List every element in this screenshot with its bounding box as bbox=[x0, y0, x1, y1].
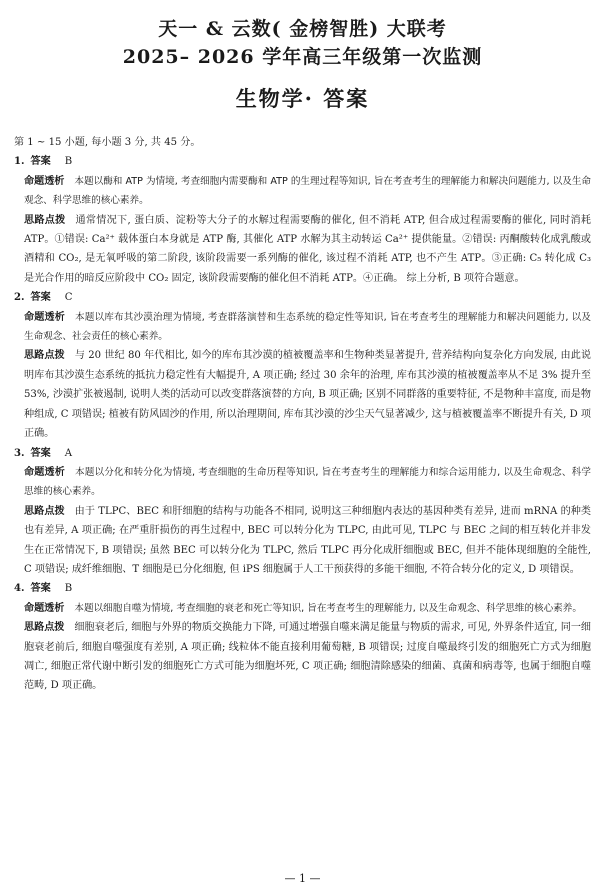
analysis-paragraph bbox=[24, 308, 591, 347]
analysis-label: 命题透析 bbox=[24, 466, 66, 478]
question-header bbox=[14, 444, 591, 463]
hint-paragraph bbox=[24, 618, 591, 696]
hint-text: 细胞衰老后, 细胞与外界的物质交换能力下降, 可通过增强自噬来满足能量与物质的需求, 可见, 外界条件适宜, 同一细胞衰老前后, 细胞自噬强度有差别, A 项正确; 线粒体不能直接利用葡萄糖, B 项错误; 过度自噬最终引发的细胞死亡方式为细胞凋亡, 细胞正常代谢中断引发的细胞死亡方式可能为细胞坏死, C 项正确; 细胞清除感染的细菌、真菌和病毒等, 也属于细胞自噬范畴, D 项正确。 bbox=[24, 622, 592, 692]
section-intro: 第 1 ~ 15 小题, 每小题 3 分, 共 45 分。 bbox=[14, 137, 201, 148]
exam-union-title: 天一 & 云数( 金榜智胜) 大联考 bbox=[158, 18, 447, 40]
hint-label: 思路点拨 bbox=[24, 505, 65, 517]
subject-title: 生物学· 答案 bbox=[235, 86, 370, 111]
hint-label: 思路点拨 bbox=[24, 214, 66, 226]
analysis-paragraph bbox=[24, 172, 591, 211]
analysis-label: 命题透析 bbox=[24, 311, 66, 323]
answer-value: B bbox=[64, 156, 73, 168]
analysis-paragraph bbox=[24, 463, 591, 502]
analysis-label: 命题透析 bbox=[24, 175, 65, 187]
question-header bbox=[14, 152, 591, 171]
analysis-text: 本题以分化和转分化为情境, 考查细胞的生命历程等知识, 旨在考查考生的理解能力和综合运用能力, 以及生命观念、科学思维的核心素养。 bbox=[24, 466, 592, 498]
answer-value: B bbox=[64, 583, 73, 595]
answer-body bbox=[14, 133, 591, 696]
analysis-text: 本题以细胞自噬为情境, 考查细胞的衰老和死亡等知识, 旨在考查考生的理解能力, 以及生命观念、科学思维的核心素养。 bbox=[74, 602, 582, 614]
question-number: 3. bbox=[14, 447, 25, 459]
hint-text: 通常情况下, 蛋白质、淀粉等大分子的水解过程需要酶的催化, 但不消耗 ATP, 但合成过程需要酶的催化, 同时消耗 ATP。①错误: Ca²⁺ 载体蛋白本身就是 ATP 酶, 其催化 ATP 水解为其主动转运 Ca²⁺ 提供能量。②错误: 丙酮酸转化成乳酸或酒精和 CO₂, 是无氧呼吸的第二阶段, 该阶段需要一系列酶的催化, 该过程不消耗 ATP, 也不产生 ATP。③正确: C₅ 转化成 C₃ 是光合作用的暗反应阶段中 CO₂ 固定, 该阶段需要酶的催化但不消耗 ATP。④正确。 综上分析, B 项符合题意。 bbox=[24, 214, 591, 284]
question-2 bbox=[14, 288, 591, 443]
hint-paragraph bbox=[24, 346, 591, 443]
question-1 bbox=[14, 152, 591, 288]
hint-label: 思路点拨 bbox=[24, 622, 65, 634]
answer-label: 答案 bbox=[30, 447, 51, 459]
answer-value: C bbox=[64, 292, 73, 304]
question-header bbox=[14, 579, 591, 598]
answer-label: 答案 bbox=[30, 292, 51, 304]
analysis-text: 本题以库布其沙漠治理为情境, 考查群落演替和生态系统的稳定性等知识, 旨在考查考生的理解能力和解决问题能力, 以及生命观念、社会责任的核心素养。 bbox=[24, 311, 592, 343]
page-number: — 1 — bbox=[284, 872, 321, 885]
analysis-paragraph bbox=[24, 599, 591, 618]
answer-label: 答案 bbox=[30, 156, 51, 168]
hint-label: 思路点拨 bbox=[24, 350, 65, 362]
answer-value: A bbox=[64, 447, 73, 459]
exam-session-title: 2025– 2026 学年高三年级第一次监测 bbox=[122, 46, 483, 68]
hint-paragraph bbox=[24, 502, 591, 580]
answer-label: 答案 bbox=[30, 583, 51, 595]
question-header bbox=[14, 288, 591, 307]
hint-text: 由于 TLPC、BEC 和肝细胞的结构与功能各不相同, 说明这三种细胞内表达的基因种类有差异, 进而 mRNA 的种类也有差异, A 项正确; 在严重肝损伤的再生过程中, BEC 可以转分化为 TLPC, 由此可见, TLPC 与 BEC 之间的相互转化并非发生在正常情况下, B 项错误; 虽然 BEC 可以转分化为 TLPC, 然后 TLPC 再分化成肝细胞或 BEC, 但并不能体现细胞的全能性, C 项错误; 成纤维细胞、T 细胞是已分化细胞, 但 iPS 细胞属于人工干预获得的多能干细胞, 不符合转分化的定义, D 项错误。 bbox=[24, 505, 592, 575]
question-number: 4. bbox=[14, 583, 25, 595]
analysis-label: 命题透析 bbox=[24, 602, 65, 614]
question-number: 1. bbox=[14, 156, 25, 168]
analysis-text: 本题以酶和 ATP 为情境, 考查细胞内需要酶和 ATP 的生理过程等知识, 旨在考查考生的理解能力和解决问题能力, 以及生命观念、科学思维的核心素养。 bbox=[24, 175, 592, 207]
question-3 bbox=[14, 444, 591, 580]
hint-text: 与 20 世纪 80 年代相比, 如今的库布其沙漠的植被覆盖率和生物种类显著提升, 营养结构向复杂化方向发展, 由此说明库布其沙漠生态系统的抵抗力稳定性有大幅提升, A 项正确; 经过 30 余年的治理, 库布其沙漠的植被覆盖率从不足 3% 提升至 53%, 沙漠扩张被遏制, 说明人类的活动可以改变群落演替的方向, B 项正确; 区别不同群落的重要特征, 不是物种丰富度, 而是物种组成, C 项错误; 植被有防风固沙的作用, 所以治理期间, 库布其沙漠的沙尘天气显著减少, 这与植被覆盖率不断提升有关, D 项正确。 bbox=[24, 350, 591, 440]
question-4 bbox=[14, 579, 591, 695]
hint-paragraph bbox=[24, 211, 591, 289]
question-number: 2. bbox=[14, 292, 25, 304]
